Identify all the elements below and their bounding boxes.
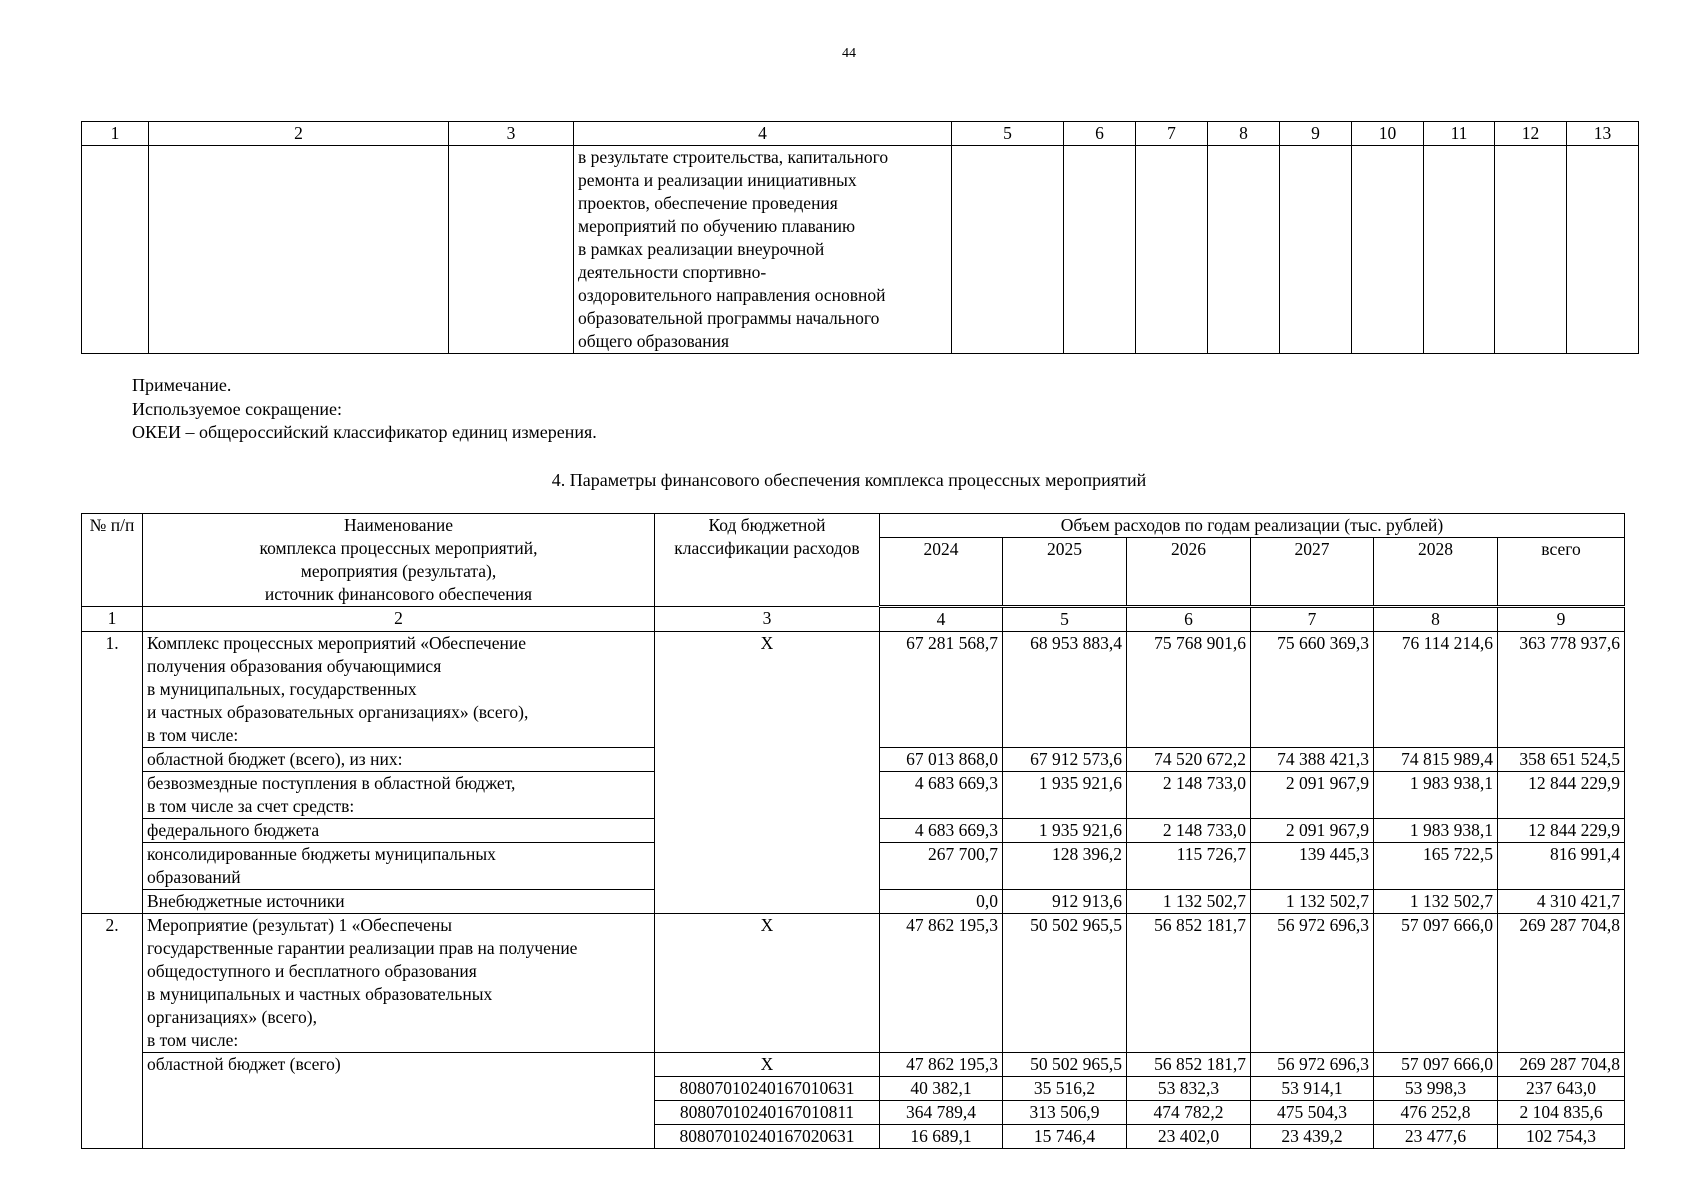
value-2027: 56 972 696,3 [1251,914,1374,1053]
name-line: государственные гарантии реализации прав на получение [147,938,578,958]
row-name [143,819,655,843]
column-numbers-row [82,607,1625,632]
name-line: безвозмездные поступления в областной бюджет, [147,773,516,793]
value-2027: 1 132 502,7 [1251,890,1374,914]
value-2026: 74 520 672,2 [1127,748,1251,772]
table-row [82,914,1625,1053]
cont-line: деятельности спортивно- [578,262,767,282]
cont-line: ремонта и реализации инициативных [578,170,857,190]
cont-cell-12 [1495,146,1567,354]
value-2025: 1 935 921,6 [1003,772,1127,819]
row-name [143,772,655,819]
col-header-5: 5 [952,122,1064,146]
header-year-2027: 2027 [1251,538,1374,607]
row-number: 1. [82,632,143,914]
header-name-line: комплекса процессных мероприятий, [259,538,538,558]
cont-cell-6 [1064,146,1136,354]
value-total: 12 844 229,9 [1498,819,1625,843]
budget-code: Х [655,914,880,1053]
name-line: Внебюджетные источники [147,891,345,911]
col-header-1: 1 [82,122,149,146]
value-2026: 1 132 502,7 [1127,890,1251,914]
name-line: в муниципальных и частных образовательных [147,984,493,1004]
cont-line: в результате строительства, капитального [578,147,889,167]
name-line: общедоступного и бесплатного образования [147,961,477,981]
row-name [143,890,655,914]
value-2024: 4 683 669,3 [880,819,1003,843]
col-header-6: 6 [1064,122,1136,146]
value-2026: 115 726,7 [1127,843,1251,890]
name-line: получения образования обучающимися [147,656,442,676]
col-number: 5 [1003,607,1127,632]
header-row-1 [82,514,1625,538]
cont-cell-9 [1280,146,1352,354]
page-number: 44 [842,46,856,61]
header-name-line: источник финансового обеспечения [264,584,533,604]
col-number: 8 [1374,607,1498,632]
cont-line: мероприятий по обучению плаванию [578,216,856,236]
note-block [132,374,597,445]
header-name [143,514,655,607]
row-name: областной бюджет (всего) [143,1053,655,1149]
section-title: 4. Параметры финансового обеспечения комплекса процессных мероприятий [551,470,1147,490]
cont-cell-4 [574,146,952,354]
col-header-2: 2 [149,122,449,146]
value-2028: 23 477,6 [1374,1125,1498,1149]
cont-cell-8 [1208,146,1280,354]
value-2024: 267 700,7 [880,843,1003,890]
col-number: 1 [82,607,143,632]
value-2024: 47 862 195,3 [880,1053,1003,1077]
row-number: 2. [82,914,143,1149]
name-line: федерального бюджета [147,820,320,840]
cont-line: образовательной программы начального [578,308,880,328]
budget-code: Х [655,632,880,914]
header-code [655,514,880,607]
header-total: всего [1498,538,1625,607]
value-2024: 364 789,4 [880,1101,1003,1125]
value-2028: 53 998,3 [1374,1077,1498,1101]
value-2027: 56 972 696,3 [1251,1053,1374,1077]
header-code-line: классификации расходов [674,538,860,558]
value-2024: 67 281 568,7 [880,632,1003,748]
value-2028: 57 097 666,0 [1374,1053,1498,1077]
value-2028: 1 983 938,1 [1374,819,1498,843]
value-2024: 4 683 669,3 [880,772,1003,819]
value-total: 12 844 229,9 [1498,772,1625,819]
header-year-2025: 2025 [1003,538,1127,607]
note-title: Примечание. [132,375,232,395]
value-2025: 68 953 883,4 [1003,632,1127,748]
cont-cell-11 [1424,146,1495,354]
col-header-4: 4 [574,122,952,146]
value-total: 4 310 421,7 [1498,890,1625,914]
name-line: организациях» (всего), [147,1007,317,1027]
cont-cell-1 [82,146,149,354]
col-number: 3 [655,607,880,632]
value-2025: 912 913,6 [1003,890,1127,914]
value-total: 102 754,3 [1498,1125,1625,1149]
value-2025: 50 502 965,5 [1003,914,1127,1053]
budget-code: 80807010240167020631 [655,1125,880,1149]
col-header-7: 7 [1136,122,1208,146]
col-header-10: 10 [1352,122,1424,146]
value-2025: 128 396,2 [1003,843,1127,890]
value-2025: 313 506,9 [1003,1101,1127,1125]
value-2024: 16 689,1 [880,1125,1003,1149]
col-header-12: 12 [1495,122,1567,146]
col-number: 2 [143,607,655,632]
cont-line: общего образования [578,331,730,351]
name-line: в том числе за счет средств: [147,796,355,816]
value-2024: 47 862 195,3 [880,914,1003,1053]
col-number: 9 [1498,607,1625,632]
cont-line: в рамках реализации внеурочной [578,239,825,259]
col-number: 6 [1127,607,1251,632]
value-2026: 75 768 901,6 [1127,632,1251,748]
header-year-2026: 2026 [1127,538,1251,607]
row-name [143,748,655,772]
cont-cell-3 [449,146,574,354]
name-line: и частных образовательных организациях» (всего), [147,702,529,722]
name-line: в том числе: [147,725,239,745]
header-volume: Объем расходов по годам реализации (тыс. рублей) [880,514,1625,538]
col-header-9: 9 [1280,122,1352,146]
value-total: 269 287 704,8 [1498,914,1625,1053]
header-name-line: мероприятия (результата), [300,561,497,581]
note-abbr-intro: Используемое сокращение: [132,398,342,419]
cont-cell-10 [1352,146,1424,354]
value-total: 2 104 835,6 [1498,1101,1625,1125]
cont-line: проектов, обеспечение проведения [578,193,838,213]
value-2025: 1 935 921,6 [1003,819,1127,843]
value-2028: 476 252,8 [1374,1101,1498,1125]
header-code-line: Код бюджетной [708,515,826,535]
value-2026: 53 832,3 [1127,1077,1251,1101]
value-2027: 139 445,3 [1251,843,1374,890]
value-2025: 35 516,2 [1003,1077,1127,1101]
header-num: № п/п [82,514,143,607]
value-total: 269 287 704,8 [1498,1053,1625,1077]
budget-code: 80807010240167010811 [655,1101,880,1125]
col-header-13: 13 [1567,122,1639,146]
value-2028: 1 983 938,1 [1374,772,1498,819]
value-2027: 53 914,1 [1251,1077,1374,1101]
value-2025: 67 912 573,6 [1003,748,1127,772]
value-total: 358 651 524,5 [1498,748,1625,772]
value-2027: 2 091 967,9 [1251,819,1374,843]
value-2026: 23 402,0 [1127,1125,1251,1149]
value-2028: 1 132 502,7 [1374,890,1498,914]
table-row [82,632,1625,748]
row-name [143,632,655,748]
cont-cell-5 [952,146,1064,354]
name-line: образований [147,867,241,887]
col-header-11: 11 [1424,122,1495,146]
value-2026: 474 782,2 [1127,1101,1251,1125]
value-2026: 2 148 733,0 [1127,772,1251,819]
col-number: 7 [1251,607,1374,632]
row-name [143,843,655,890]
value-2025: 15 746,4 [1003,1125,1127,1149]
finance-table [81,513,1625,1149]
name-line: в муниципальных, государственных [147,679,417,699]
value-2028: 57 097 666,0 [1374,914,1498,1053]
header-year-2028: 2028 [1374,538,1498,607]
cont-cell-2 [149,146,449,354]
continuation-body-row [82,146,1639,354]
row-name [143,914,655,1053]
value-2024: 0,0 [880,890,1003,914]
continuation-header-row [82,122,1639,146]
value-total: 363 778 937,6 [1498,632,1625,748]
continuation-table [81,121,1639,354]
value-total: 237 643,0 [1498,1077,1625,1101]
value-2028: 74 815 989,4 [1374,748,1498,772]
cont-cell-7 [1136,146,1208,354]
value-2027: 2 091 967,9 [1251,772,1374,819]
value-2025: 50 502 965,5 [1003,1053,1127,1077]
budget-code: 80807010240167010631 [655,1077,880,1101]
name-line: консолидированные бюджеты муниципальных [147,844,496,864]
value-2027: 75 660 369,3 [1251,632,1374,748]
value-2028: 76 114 214,6 [1374,632,1498,748]
value-2027: 23 439,2 [1251,1125,1374,1149]
value-2026: 2 148 733,0 [1127,819,1251,843]
value-2028: 165 722,5 [1374,843,1498,890]
value-total: 816 991,4 [1498,843,1625,890]
value-2026: 56 852 181,7 [1127,914,1251,1053]
col-header-8: 8 [1208,122,1280,146]
name-line: Комплекс процессных мероприятий «Обеспечение [147,633,527,653]
cont-cell-13 [1567,146,1639,354]
table-row [82,1053,1625,1077]
value-2027: 475 504,3 [1251,1101,1374,1125]
name-line: в том числе: [147,1030,239,1050]
name-line: Мероприятие (результат) 1 «Обеспечены [147,915,452,935]
name-line: областной бюджет (всего), из них: [147,749,403,769]
value-2024: 67 013 868,0 [880,748,1003,772]
col-number: 4 [880,607,1003,632]
col-header-3: 3 [449,122,574,146]
value-2024: 40 382,1 [880,1077,1003,1101]
cont-line: оздоровительного направления основной [578,285,886,305]
header-name-line: Наименование [343,515,454,535]
budget-code: Х [655,1053,880,1077]
note-abbr-definition: ОКЕИ – общероссийский классификатор единиц измерения. [132,422,597,442]
value-2027: 74 388 421,3 [1251,748,1374,772]
header-year-2024: 2024 [880,538,1003,607]
value-2026: 56 852 181,7 [1127,1053,1251,1077]
